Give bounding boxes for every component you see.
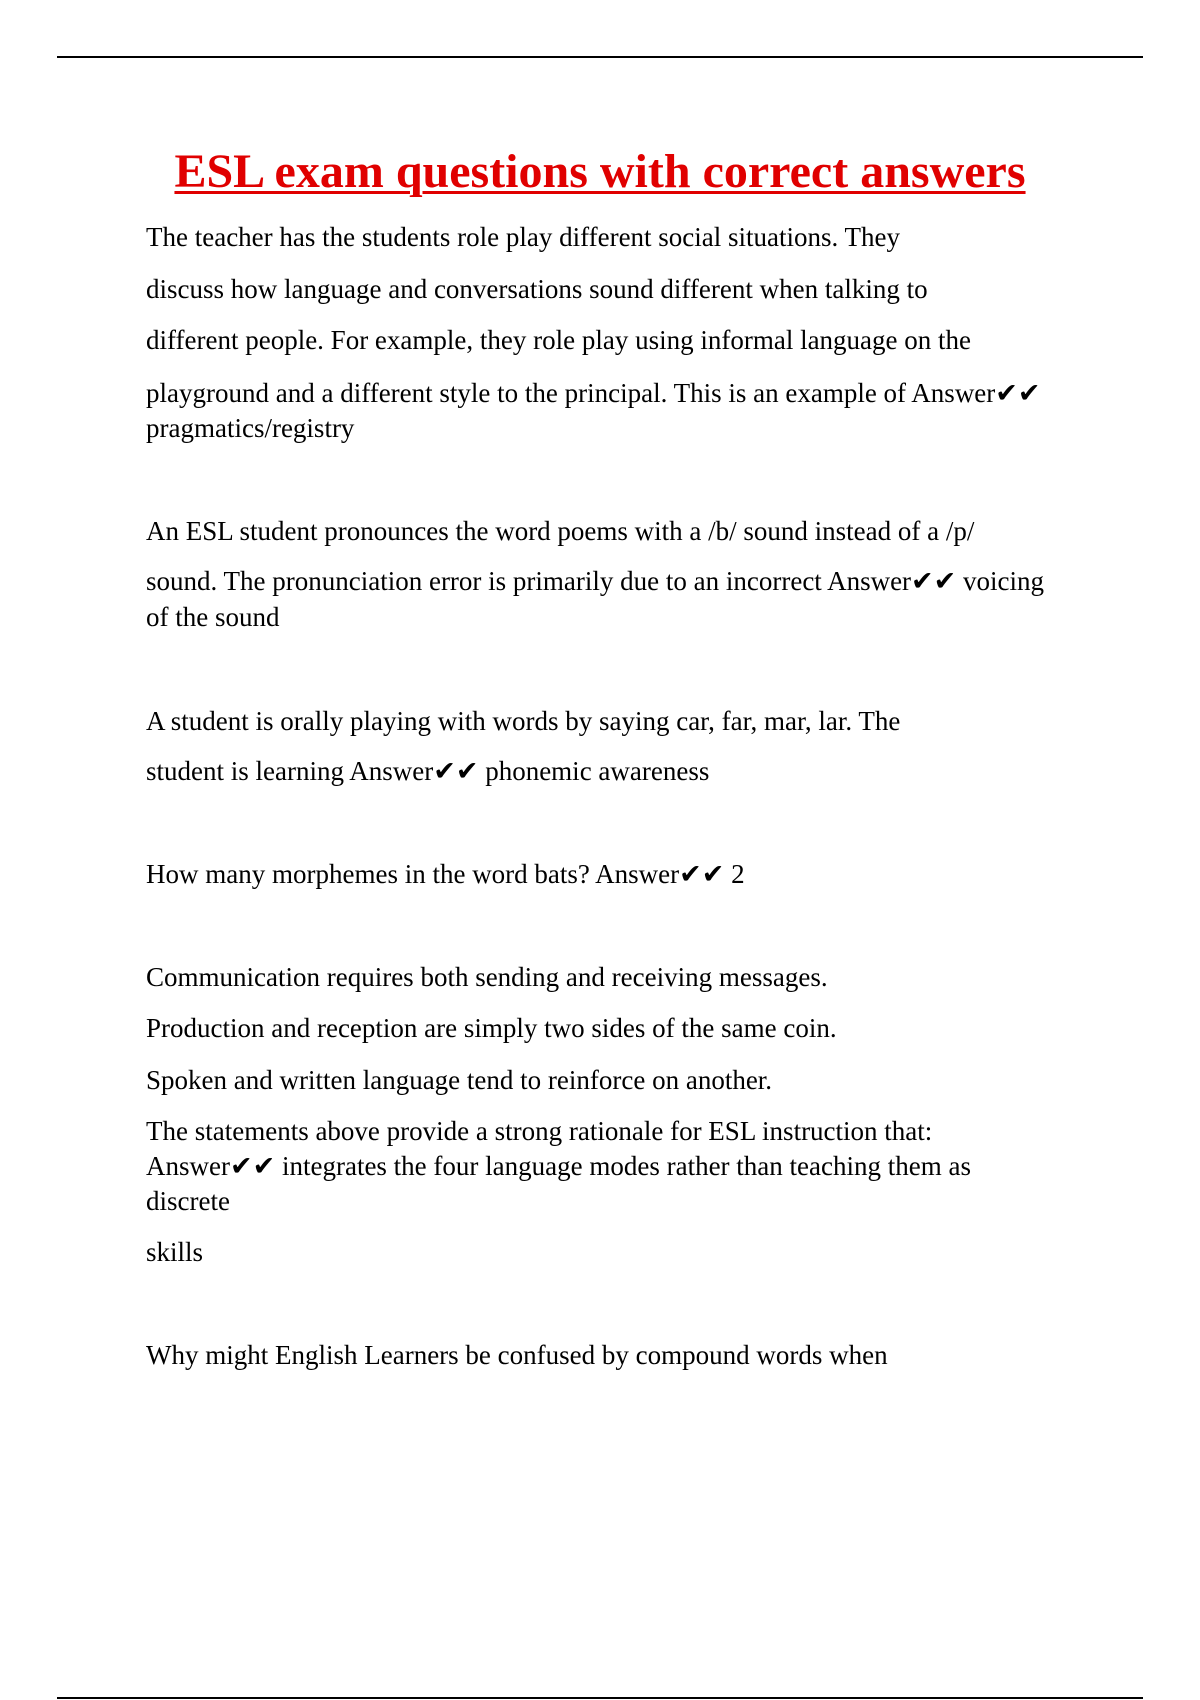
top-rule <box>57 56 1143 58</box>
answer-line: of the sound <box>146 602 280 632</box>
text-line: The statements above provide a strong rationale for ESL instruction that: <box>146 1116 933 1146</box>
text-line: Why might English Learners be confused by compound words when <box>146 1340 888 1370</box>
text-line: A student is orally playing with words by saying car, far, mar, lar. The <box>146 706 901 736</box>
text-line: different people. For example, they role play using informal language on the <box>146 325 972 355</box>
text-line: The teacher has the students role play different social situations. They <box>146 222 901 252</box>
text-line: How many morphemes in the word bats? Answer✔✔ 2 <box>146 859 745 889</box>
text-line: Production and reception are simply two sides of the same coin. <box>146 1013 837 1043</box>
answer-line: discrete <box>146 1186 230 1216</box>
text-line: playground and a different style to the principal. This is an example of Answer✔✔ <box>146 378 1041 408</box>
bottom-rule <box>57 1697 1143 1699</box>
page-title: ESL exam questions with correct answers <box>174 145 1026 198</box>
answer-line: skills <box>146 1237 204 1267</box>
text-line: Communication requires both sending and receiving messages. <box>146 962 828 992</box>
text-line: An ESL student pronounces the word poems with a /b/ sound instead of a /p/ <box>146 516 975 546</box>
text-line: Spoken and written language tend to reinforce on another. <box>146 1065 773 1095</box>
text-line: discuss how language and conversations sound different when talking to <box>146 274 928 304</box>
text-line: sound. The pronunciation error is primarily due to an incorrect Answer✔✔ voicing <box>146 566 1045 596</box>
answer-line: Answer✔✔ integrates the four language modes rather than teaching them as <box>146 1151 971 1181</box>
answer-line: pragmatics/registry <box>146 413 355 443</box>
text-line: student is learning Answer✔✔ phonemic awareness <box>146 756 710 786</box>
